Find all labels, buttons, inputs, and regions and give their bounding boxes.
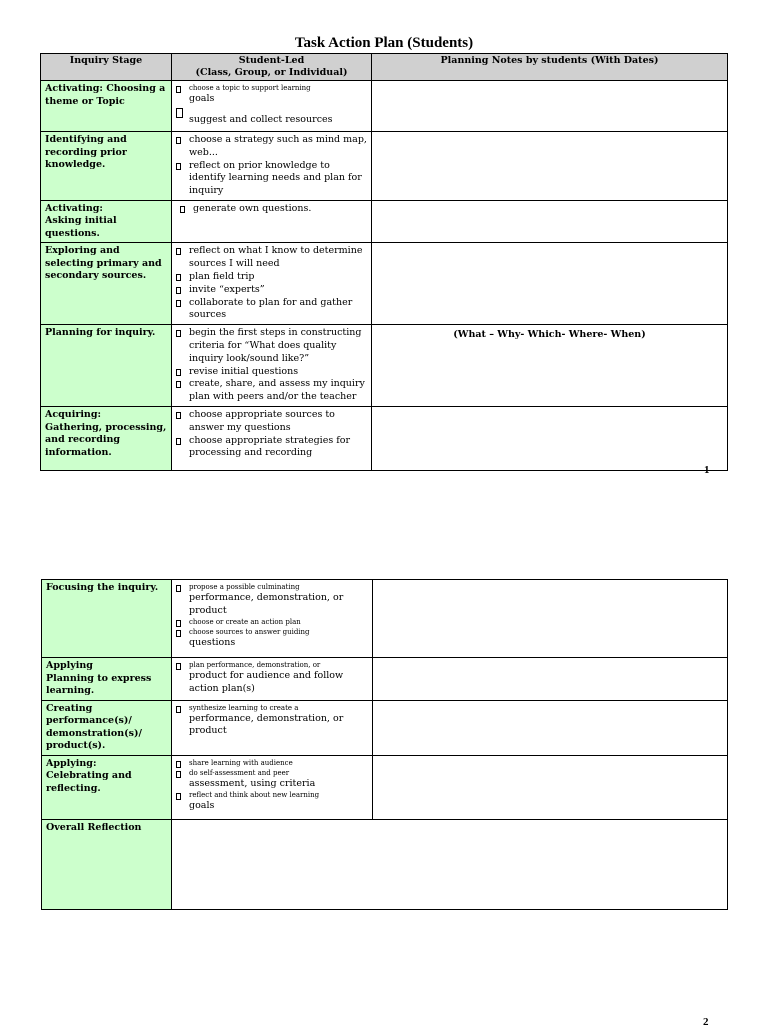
- task-text: performance, demonstration, or product: [189, 712, 344, 736]
- checkbox-icon[interactable]: [176, 663, 181, 670]
- stage-cell: [42, 819, 172, 909]
- stage-label: Identifying and recording prior knowledge.: [45, 134, 127, 170]
- checkbox-icon[interactable]: [176, 438, 181, 445]
- checkbox-icon[interactable]: [176, 381, 181, 388]
- page-number: 2: [703, 1016, 709, 1028]
- header-student-led-line1: Student-Led: [238, 55, 305, 66]
- stage-label: Planning to express learning.: [46, 672, 152, 696]
- task-item: [176, 409, 367, 435]
- stage-cell: [41, 200, 172, 243]
- table-row: [41, 200, 728, 243]
- task-item: [176, 134, 367, 160]
- stage-cell: [41, 132, 172, 201]
- table-row: [41, 81, 728, 132]
- task-text: generate own questions.: [193, 202, 312, 214]
- notes-cell[interactable]: [372, 200, 728, 243]
- task-text: plan field trip: [189, 271, 255, 283]
- stage-label: Overall Reflection: [46, 821, 142, 833]
- page-number: 1: [704, 464, 710, 476]
- stage-cell: [41, 243, 172, 325]
- stage-label: Activating:: [45, 202, 103, 214]
- checkbox-icon[interactable]: [180, 206, 185, 213]
- notes-cell[interactable]: [372, 81, 728, 132]
- tasks-cell: [172, 81, 372, 132]
- task-text-small: synthesize learning to create a: [189, 703, 299, 712]
- notes-cell[interactable]: [372, 132, 728, 201]
- task-action-plan-table: [40, 53, 728, 471]
- task-text: reflect on prior knowledge to identify learning needs and plan for inquiry: [189, 159, 362, 197]
- task-text-small: share learning with audience: [189, 758, 293, 767]
- checkbox-icon[interactable]: [176, 163, 181, 170]
- task-text: revise initial questions: [189, 365, 299, 377]
- task-text: choose appropriate strategies for processing and recording: [189, 434, 351, 459]
- table-row: [42, 755, 728, 819]
- notes-cell[interactable]: [373, 658, 728, 701]
- notes-cell[interactable]: [372, 407, 728, 471]
- tasks-cell: [172, 132, 372, 201]
- stage-label: Planning for inquiry.: [45, 327, 156, 339]
- table-row: [41, 243, 728, 325]
- stage-cell: [42, 580, 172, 658]
- header-inquiry-stage: Inquiry Stage: [41, 54, 172, 81]
- checkbox-icon[interactable]: [176, 274, 181, 281]
- stage-cell: [42, 658, 172, 701]
- table-row: [41, 325, 728, 407]
- task-item: [176, 107, 367, 127]
- task-item: [176, 284, 367, 297]
- task-item: [176, 758, 368, 768]
- checkbox-icon[interactable]: [176, 793, 181, 800]
- notes-cell[interactable]: [373, 580, 728, 658]
- task-item: [176, 366, 367, 379]
- task-item: [176, 297, 367, 323]
- overall-reflection-cell[interactable]: [172, 819, 728, 909]
- task-item: [176, 160, 367, 198]
- checkbox-icon[interactable]: [176, 369, 181, 376]
- task-text-small: choose or create an action plan: [189, 618, 301, 626]
- task-text-small: reflect and think about new learning: [189, 791, 320, 799]
- task-item: [176, 703, 368, 738]
- task-text: reflect on what I know to determine sources I will need: [189, 245, 363, 270]
- stage-cell: [41, 407, 172, 471]
- checkbox-icon[interactable]: [176, 108, 183, 118]
- task-text: choose appropriate sources to answer my questions: [189, 409, 335, 433]
- checkbox-icon[interactable]: [176, 248, 181, 255]
- task-text: questions: [189, 637, 236, 648]
- stage-label: Focusing the inquiry.: [46, 582, 159, 593]
- task-text-small: plan performance, demonstration, or: [189, 661, 321, 669]
- task-text: invite “experts”: [189, 283, 265, 295]
- checkbox-icon[interactable]: [176, 330, 181, 337]
- tasks-cell: [172, 580, 373, 658]
- task-item: [176, 83, 367, 106]
- stage-label: Celebrating and reflecting.: [46, 770, 132, 794]
- header-student-led: [172, 54, 372, 81]
- stage-label: Gathering, processing, and recording information.: [45, 421, 167, 458]
- tasks-cell: [172, 407, 372, 471]
- task-item: [176, 582, 368, 617]
- task-item: [176, 203, 367, 216]
- task-action-plan-table-continued: [41, 579, 728, 910]
- task-text: suggest and collect resources: [189, 113, 333, 125]
- stage-label: Activating: Choosing a theme or Topic: [45, 83, 166, 107]
- checkbox-icon[interactable]: [176, 585, 181, 592]
- task-text: create, share, and assess my inquiry plan with peers and/or the teacher: [189, 378, 365, 403]
- task-text-small: choose sources to answer guiding: [189, 628, 310, 636]
- stage-label: Applying:: [46, 757, 97, 769]
- notes-cell[interactable]: [373, 700, 728, 755]
- checkbox-icon[interactable]: [176, 287, 181, 294]
- task-item: [176, 271, 367, 284]
- task-text: goals: [189, 800, 215, 811]
- stage-label: Applying: [46, 660, 93, 671]
- tasks-cell: [172, 243, 372, 325]
- stage-label: Acquiring:: [45, 409, 101, 421]
- task-item: [176, 660, 368, 695]
- stage-label: Exploring and selecting primary and secondary sources.: [45, 245, 162, 282]
- header-planning-notes: Planning Notes by students (With Dates): [372, 54, 728, 81]
- tasks-cell: [172, 200, 372, 243]
- task-item: [176, 617, 368, 627]
- table-row: [42, 819, 728, 909]
- stage-cell: [41, 325, 172, 407]
- notes-cell[interactable]: [373, 755, 728, 819]
- task-text: begin the first steps in constructing criteria for “What does quality inquiry look/sound like?”: [189, 327, 362, 364]
- task-item: [176, 435, 367, 461]
- checkbox-icon[interactable]: [176, 86, 181, 93]
- task-text: collaborate to plan for and gather sources: [189, 296, 353, 321]
- stage-cell: [42, 755, 172, 819]
- tasks-cell: [172, 325, 372, 407]
- stage-label: Asking initial questions.: [45, 215, 117, 239]
- task-text-small: propose a possible culminating: [189, 583, 300, 591]
- task-item: [176, 627, 368, 650]
- stage-cell: [41, 81, 172, 132]
- stage-cell: [42, 700, 172, 755]
- page-title: Task Action Plan (Students): [294, 35, 474, 51]
- task-item: [176, 245, 367, 271]
- checkbox-icon[interactable]: [176, 620, 181, 627]
- checkbox-icon[interactable]: [176, 771, 181, 778]
- checkbox-icon[interactable]: [176, 300, 181, 307]
- table-row: [41, 407, 728, 471]
- note-text: (What – Why- Which- Where- When): [453, 329, 646, 341]
- table-row: [41, 132, 728, 201]
- task-text-small: choose a topic to support learning: [189, 84, 311, 92]
- task-text: assessment, using criteria: [189, 777, 316, 789]
- task-text-small: do self-assessment and peer: [189, 768, 290, 777]
- stage-label: Creating performance(s)/ demonstration(s)/ product(s).: [46, 702, 142, 751]
- task-text: product for audience and follow action plan(s): [189, 670, 344, 694]
- notes-cell[interactable]: [372, 325, 728, 407]
- task-text: performance, demonstration, or product: [189, 592, 344, 616]
- table-row: [42, 700, 728, 755]
- table-row: [42, 580, 728, 658]
- tasks-cell: [172, 700, 373, 755]
- tasks-cell: [172, 755, 373, 819]
- task-item: [176, 327, 367, 365]
- task-item: [176, 378, 367, 404]
- task-item: [176, 768, 368, 791]
- table-row: [42, 658, 728, 701]
- checkbox-icon[interactable]: [176, 412, 181, 419]
- checkbox-icon[interactable]: [176, 137, 181, 144]
- header-student-led-line2: (Class, Group, or Individual): [195, 67, 348, 78]
- task-text: goals: [189, 93, 215, 104]
- notes-cell[interactable]: [372, 243, 728, 325]
- task-item: [176, 790, 368, 813]
- task-text: choose a strategy such as mind map, web...: [189, 134, 367, 158]
- checkbox-icon[interactable]: [176, 761, 181, 768]
- checkbox-icon[interactable]: [176, 630, 181, 637]
- checkbox-icon[interactable]: [176, 706, 181, 713]
- tasks-cell: [172, 658, 373, 701]
